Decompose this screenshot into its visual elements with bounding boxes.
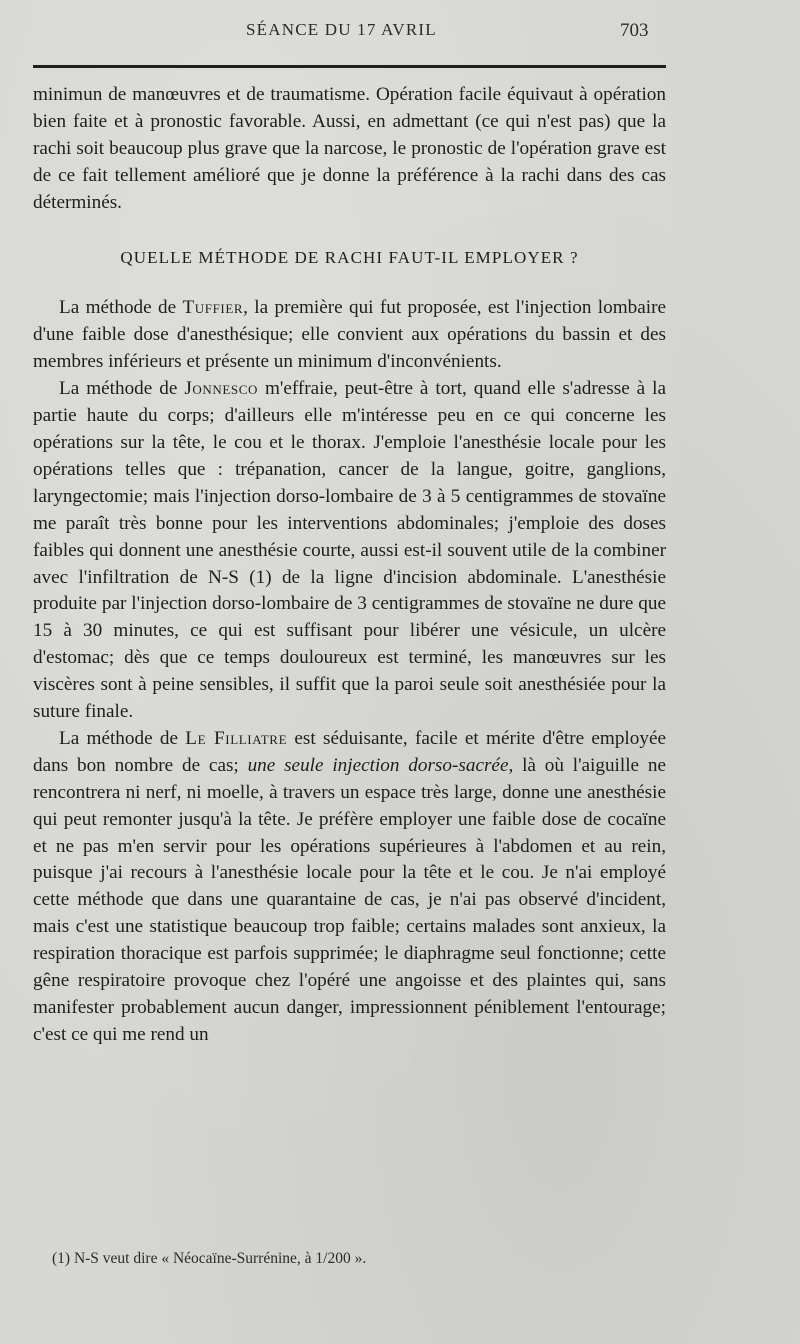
paragraph-le-filliatre: [33, 726, 666, 1049]
running-title: SÉANCE DU 17 AVRIL: [246, 20, 437, 39]
author-name-jonnesco: Jonnesco: [184, 378, 258, 400]
author-name-tuffier: Tuffier: [182, 297, 244, 319]
footnote: (1) N-S veut dire « Néocaïne-Surrénine, à 1/200 ».: [52, 1250, 367, 1267]
section-heading: QUELLE MÉTHODE DE RACHI FAUT-IL EMPLOYER ?: [120, 247, 579, 267]
header-rule: [33, 65, 666, 68]
italic-phrase: une seule injection dorso-sacrée: [247, 754, 509, 776]
page-number: 703: [620, 20, 649, 41]
paragraph-text: La méthode de: [59, 378, 185, 400]
paragraph-text: , là où l'aiguille ne rencontrera ni nerf, ni moelle, à travers un espace très large, donne une anesthésie qui peut remonter jusqu'à la tête. Je préfère employer une faible dose de cocaïne et ne pas m'en servir pour les opérations supérieures à l'abdomen et au rein, puisque j'ai recours à l'anesthésie locale pour la tête et le cou. Je n'ai employé cette méthode que dans une quarantaine de cas, je n'ai pas observé d'incident, mais c'est une statistique beaucoup trop faible; certains malades sont anxieux, la respiration thoracique est parfois supprimée; le diaphragme seul fonctionne; cette gêne respiratoire provoque chez l'opéré une angoisse et des plaintes qui, sans manifester probablement aucun danger, impressionnent péniblement l'entourage; c'est ce qui me rend un: [33, 754, 666, 1045]
paragraph-text: La méthode de: [59, 727, 186, 749]
paragraph-jonnesco: [33, 376, 666, 726]
running-head: [0, 16, 800, 46]
body-text: [33, 82, 666, 1049]
paragraph-text: est séduisante, facile et mérite d'être employée dans bon nombre de cas;: [33, 727, 666, 776]
author-name-le-filliatre: Le Filliatre: [185, 727, 288, 749]
paragraph-text: m'effraie, peut-être à tort, quand elle s'adresse à la partie haute du corps; d'ailleurs elle m'intéresse peu en ce qui concerne les opérations sur la tête, le cou et le thorax. J'emploie l'anesthésie locale pour les opérations telles que : trépanation, cancer de la langue, goitre, ganglions, laryngectomie; mais l'injection dorso-lombaire de 3 à 5 centigrammes de stovaïne me paraît très bonne pour les interventions abdominales; j'emploie des doses faibles qui donnent une anesthésie courte, aussi est-il souvent utile de la combiner avec l'infiltration de N-S (1) de la ligne d'incision abdominale. L'anesthésie produite par l'injection dorso-lombaire de 3 centigrammes de stovaïne ne dure que 15 à 30 minutes, ce qui est suffisant pour libérer une vésicule, un ulcère d'estomac; dès que ce temps douloureux est terminé, les manœuvres sur les viscères sont à peine sensibles, il suffit que la paroi seule soit anesthésiée pour la suture finale.: [33, 378, 667, 723]
paragraph-text: , la première qui fut proposée, est l'injection lombaire d'une faible dose d'anesthésique; elle convient aux opérations du bassin et des membres inférieurs et présente un minimum d'inconvénients.: [33, 297, 667, 373]
paragraph-tuffier: [33, 295, 666, 376]
paragraph-text: La méthode de: [59, 297, 183, 319]
paragraph-continuation: minimun de manœuvres et de traumatisme. Opération facile équivaut à opération bien faite et à pronostic favorable. Aussi, en admettant (ce qui n'est pas) que la rachi soit beaucoup plus grave que la narcose, le pronostic de l'opération grave est de ce fait tellement amélioré que je donne la préférence à la rachi dans des cas déterminés.: [33, 84, 666, 213]
